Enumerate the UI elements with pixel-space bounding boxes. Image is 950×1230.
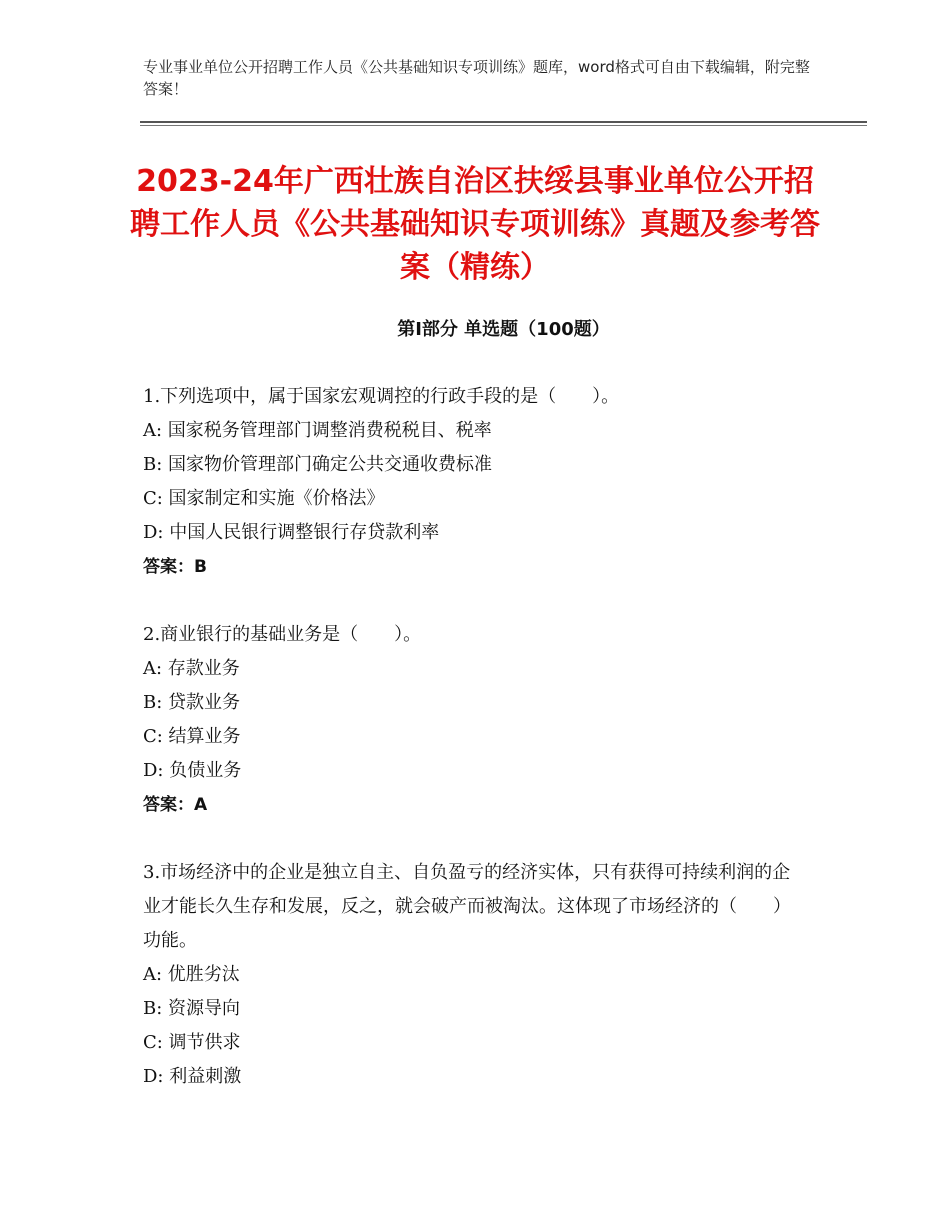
- answer-label: 答案：B: [143, 557, 207, 577]
- header-divider-thin: [140, 125, 867, 126]
- question-1: [143, 380, 803, 584]
- option-a: A: 存款业务: [143, 658, 240, 679]
- option-d: D: 中国人民银行调整银行存贷款利率: [143, 522, 440, 543]
- option-c: C: 国家制定和实施《价格法》: [143, 488, 385, 509]
- section-heading: 第Ⅰ部分 单选题（100题）: [397, 319, 610, 340]
- answer-label: 答案：A: [143, 795, 208, 815]
- option-c: C: 调节供求: [143, 1032, 241, 1053]
- question-stem: 2.商业银行的基础业务是（ ）。: [143, 624, 422, 645]
- question-stem: 3.市场经济中的企业是独立自主、自负盈亏的经济实体，只有获得可持续利润的企业才能长久生存和发展，反之，就会破产而被淘汰。这体现了市场经济的（ ）功能。: [143, 862, 791, 951]
- question-3: [143, 856, 803, 1094]
- option-a: A: 国家税务管理部门调整消费税税目、税率: [143, 420, 492, 441]
- question-2: [143, 618, 803, 822]
- header-note: 专业事业单位公开招聘工作人员《公共基础知识专项训练》题库，word格式可自由下载编辑，附完整答案！: [143, 58, 810, 98]
- option-a: A: 优胜劣汰: [143, 964, 240, 985]
- option-b: B: 贷款业务: [143, 692, 241, 713]
- header-divider-thick: [140, 121, 867, 123]
- question-stem: 1.下列选项中，属于国家宏观调控的行政手段的是（ ）。: [143, 386, 620, 407]
- document-title: 2023-24年广西壮族自治区扶绥县事业单位公开招聘工作人员《公共基础知识专项训练》真题及参考答案（精练）: [130, 164, 820, 285]
- option-d: D: 利益刺激: [143, 1066, 242, 1087]
- option-d: D: 负债业务: [143, 760, 242, 781]
- option-b: B: 资源导向: [143, 998, 241, 1019]
- option-b: B: 国家物价管理部门确定公共交通收费标准: [143, 454, 493, 475]
- option-c: C: 结算业务: [143, 726, 241, 747]
